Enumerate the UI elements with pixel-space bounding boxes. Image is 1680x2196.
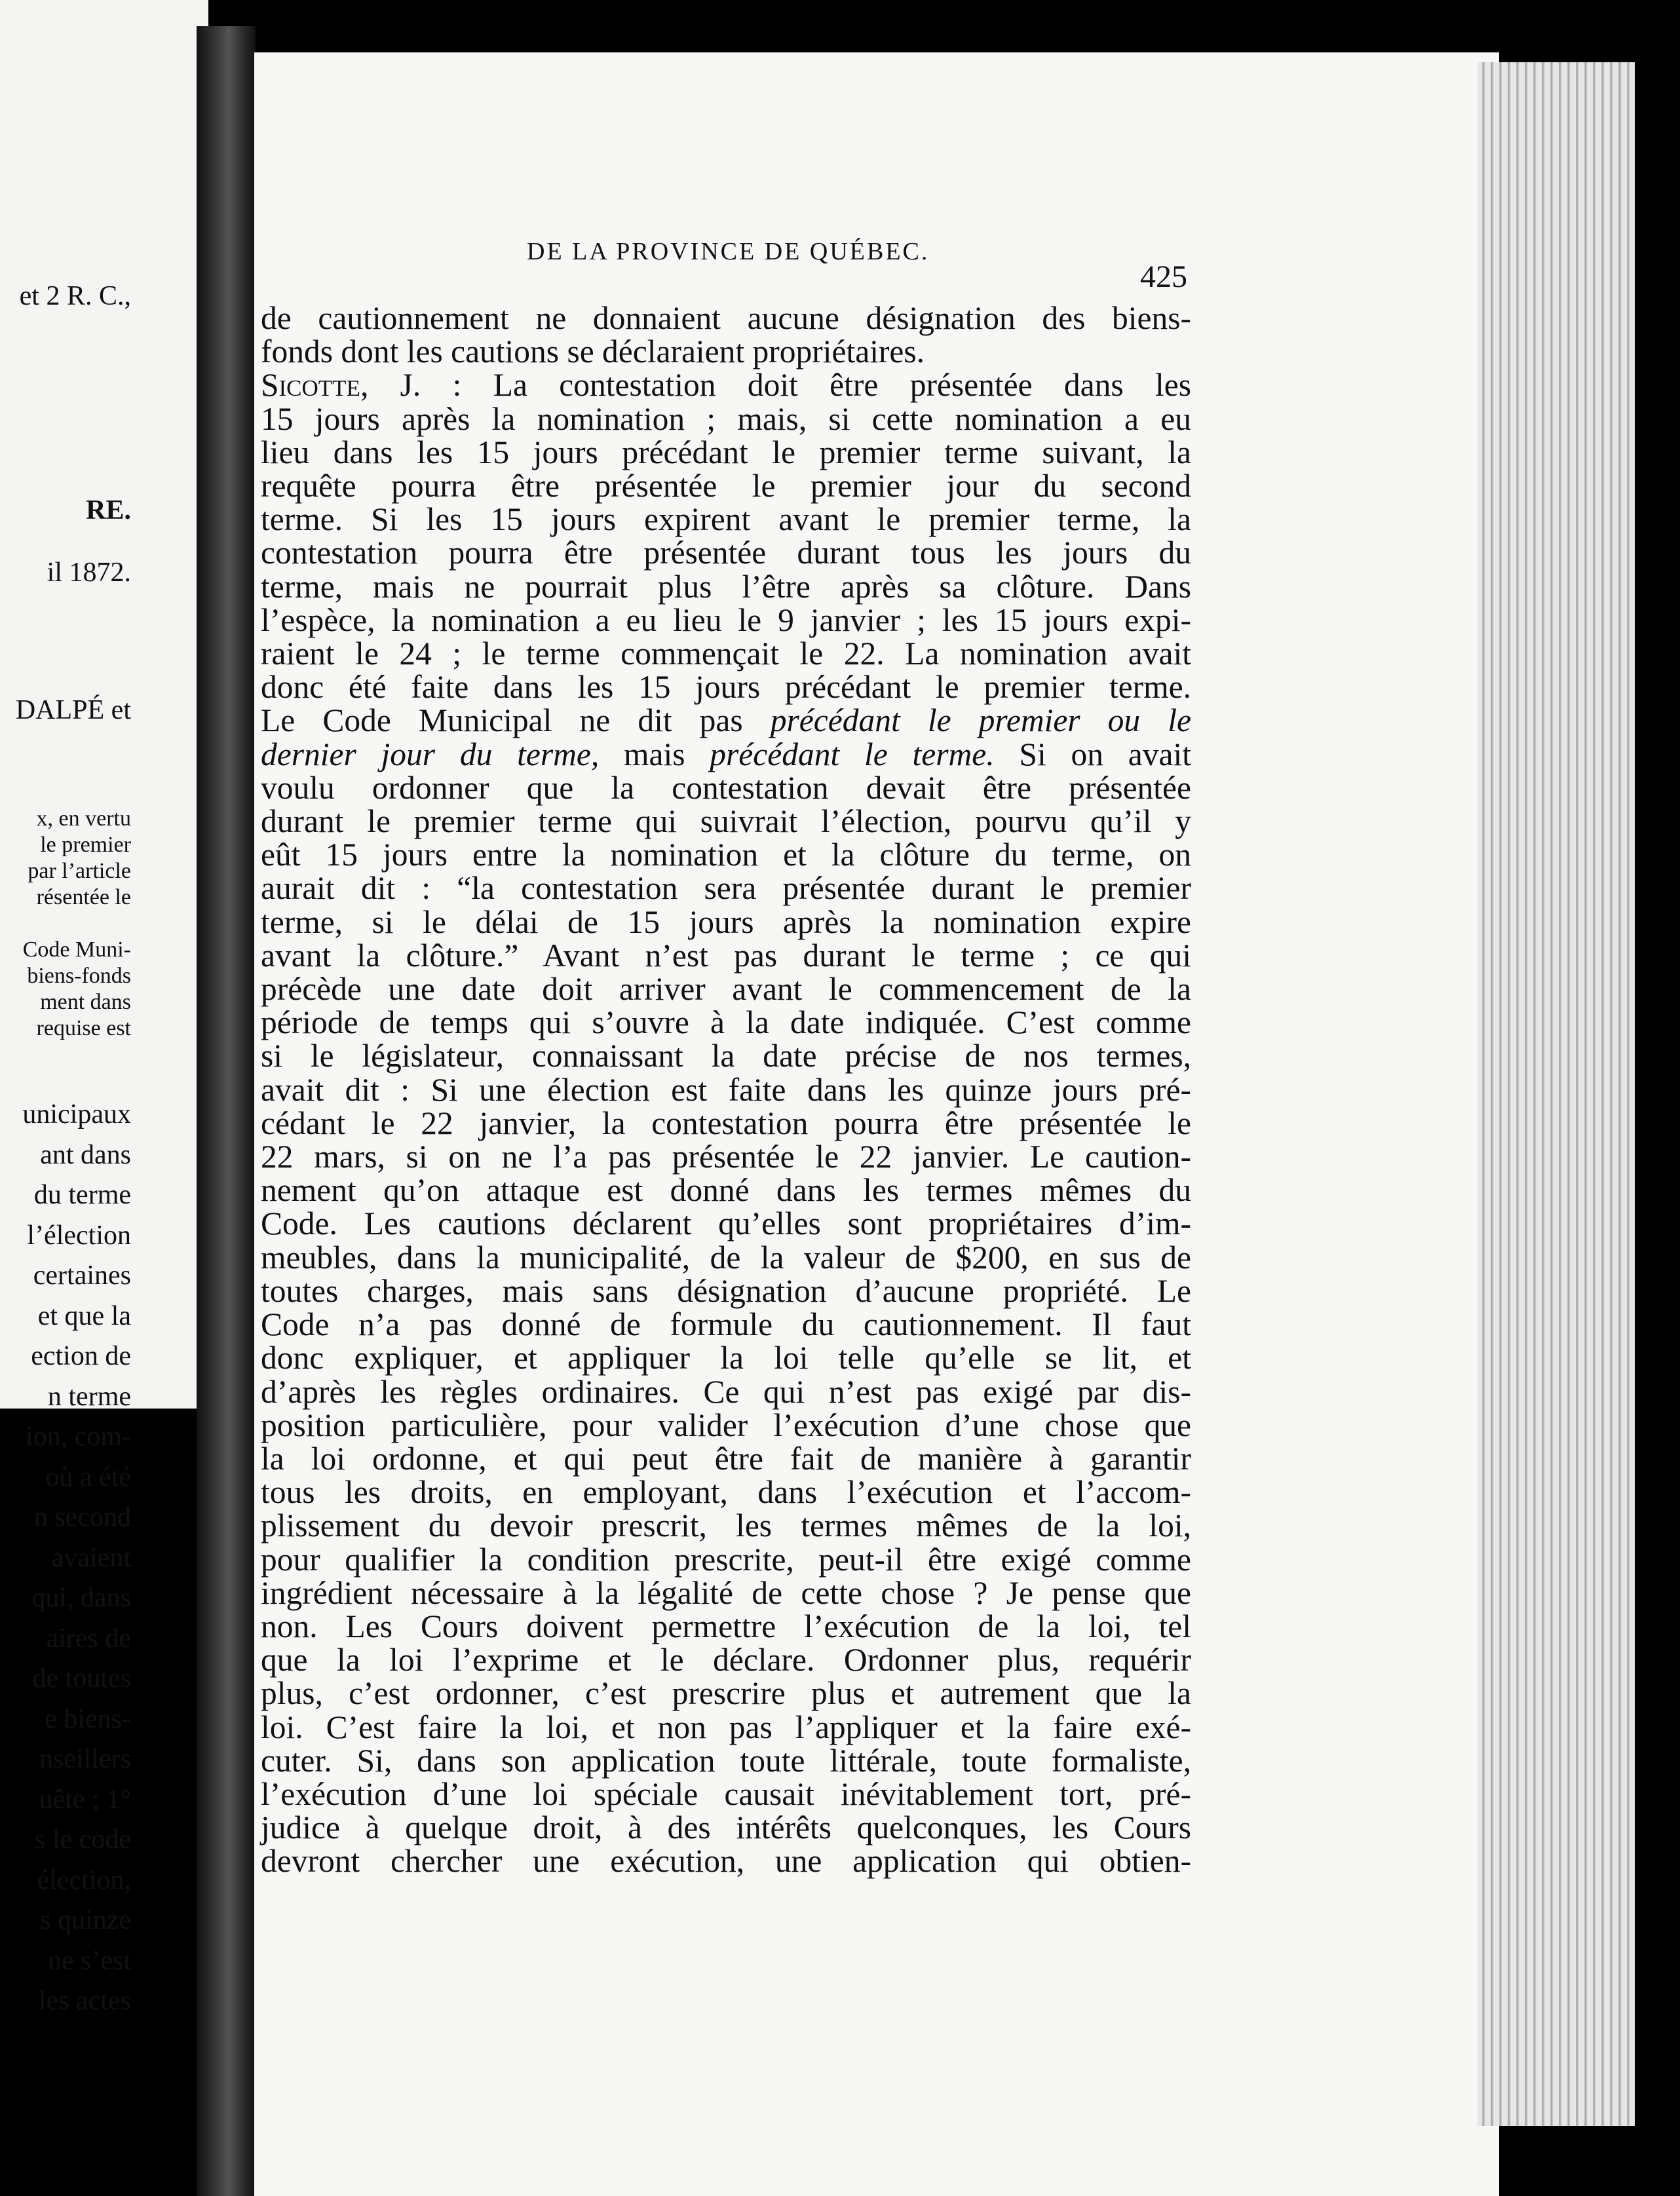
facing-page-fragment bbox=[0, 0, 208, 2016]
page-edges-shadow bbox=[1635, 62, 1680, 2126]
book-spine-shadow bbox=[197, 26, 256, 2196]
facing-page-line: avaient bbox=[51, 1542, 131, 1573]
text-line: pour qualifier la condition prescrite, peut-il être exigé comme bbox=[261, 1541, 1191, 1578]
text-line: contestation pourra être présentée durant tous les jours du bbox=[261, 535, 1191, 571]
facing-page-line: certaines bbox=[33, 1260, 131, 1291]
text-line: nement qu’on attaque est donné dans les termes mêmes du bbox=[261, 1172, 1191, 1209]
text-line: que la loi l’exprime et le déclare. Ordonner plus, requérir bbox=[261, 1642, 1191, 1678]
facing-page-text: DALPÉ et bbox=[15, 695, 131, 725]
text-line: aurait dit : “la contestation sera présentée durant le premier bbox=[261, 870, 1191, 907]
text-line: raient le 24 ; le terme commençait le 22. La nomination avait bbox=[261, 635, 1191, 672]
text-line: plissement du devoir prescrit, les termes mêmes de la loi, bbox=[261, 1507, 1191, 1544]
text-line: terme, si le délai de 15 jours après la nomination expire bbox=[261, 903, 1191, 940]
facing-page-line: où a été bbox=[45, 1462, 131, 1492]
facing-page-line: ne s’est bbox=[47, 1945, 131, 1976]
text-line: l’exécution d’une loi spéciale causait inévitablement tort, pré- bbox=[261, 1775, 1191, 1812]
facing-page-line: Code Muni- bbox=[22, 937, 131, 962]
text-line: eût 15 jours entre la nomination et la clôture du terme, on bbox=[261, 837, 1191, 873]
facing-page-line: de toutes bbox=[32, 1663, 131, 1694]
facing-page-text: il 1872. bbox=[47, 558, 131, 588]
text-line: requête pourra être présentée le premier jour du second bbox=[261, 468, 1191, 504]
text-line: Le Code Municipal ne dit pas précédant le premier ou le bbox=[261, 702, 1191, 739]
text-line: judice à quelque droit, à des intérêts quelconques, les Cours bbox=[261, 1809, 1191, 1846]
facing-page-line: qui, dans bbox=[31, 1583, 131, 1613]
facing-page-line: e biens- bbox=[45, 1703, 131, 1734]
text-line: dernier jour du terme, mais précédant le terme. Si on avait bbox=[261, 736, 1191, 772]
page-edges bbox=[1478, 62, 1635, 2126]
text-line: d’après les règles ordinaires. Ce qui n’est pas exigé par dis- bbox=[261, 1373, 1191, 1410]
text-line: avant la clôture.” Avant n’est pas durant le terme ; ce qui bbox=[261, 937, 1191, 974]
text-line: lieu dans les 15 jours précédant le premier terme suivant, la bbox=[261, 434, 1191, 470]
facing-page-line: du terme bbox=[33, 1180, 131, 1210]
text-line: cédant le 22 janvier, la contestation pourra être présentée le bbox=[261, 1105, 1191, 1141]
text-line: durant le premier terme qui suivrait l’élection, pourvu qu’il y bbox=[261, 803, 1191, 840]
facing-page-line: uête ; 1° bbox=[39, 1784, 131, 1815]
facing-page-text: et 2 R. C., bbox=[19, 281, 131, 311]
text-line: loi. C’est faire la loi, et non pas l’appliquer et la faire exé- bbox=[261, 1709, 1191, 1745]
text-line: meubles, dans la municipalité, de la valeur de $200, en sus de bbox=[261, 1239, 1191, 1276]
text-line: position particulière, pour valider l’exécution d’une chose que bbox=[261, 1407, 1191, 1443]
running-title: DE LA PROVINCE DE QUÉBEC. bbox=[527, 238, 930, 265]
page-number: 425 bbox=[1140, 259, 1187, 294]
facing-page-line: requise est bbox=[36, 1016, 131, 1040]
text-line: 22 mars, si on ne l’a pas présentée le 22 janvier. Le caution- bbox=[261, 1139, 1191, 1175]
facing-page-line: ion, com- bbox=[26, 1422, 131, 1452]
text-line: l’espèce, la nomination a eu lieu le 9 janvier ; les 15 jours expi- bbox=[261, 601, 1191, 638]
facing-page-line: l’élection bbox=[27, 1220, 131, 1251]
text-line: Sicotte, J. : La contestation doit être présentée dans les bbox=[261, 367, 1191, 404]
text-line: la loi ordonne, et qui peut être fait de manière à garantir bbox=[261, 1440, 1191, 1477]
text-line: tous les droits, en employant, dans l’exécution et l’accom- bbox=[261, 1474, 1191, 1511]
text-line: 15 jours après la nomination ; mais, si cette nomination a eu bbox=[261, 400, 1191, 437]
text-line: précède une date doit arriver avant le commencement de la bbox=[261, 971, 1191, 1008]
facing-page-line: n second bbox=[33, 1502, 131, 1532]
text-line: devront chercher une exécution, une application qui obtien- bbox=[261, 1843, 1191, 1880]
text-line: avait dit : Si une élection est faite dans les quinze jours pré- bbox=[261, 1071, 1191, 1108]
facing-page-line: x, en vertu bbox=[36, 806, 131, 831]
facing-page-line: nseillers bbox=[39, 1744, 131, 1774]
text-line: Code. Les cautions déclarent qu’elles sont propriétaires d’im- bbox=[261, 1205, 1191, 1242]
text-line: ingrédient nécessaire à la légalité de cette chose ? Je pense que bbox=[261, 1574, 1191, 1611]
facing-page-line: n terme bbox=[47, 1381, 131, 1412]
facing-page-line: les actes bbox=[38, 1986, 131, 2016]
facing-page-line: ant dans bbox=[40, 1139, 131, 1170]
facing-page-line: ection de bbox=[31, 1341, 131, 1371]
facing-page-line: aires de bbox=[46, 1623, 131, 1654]
facing-page-line: résentée le bbox=[36, 885, 131, 909]
facing-page-line: s quinze bbox=[40, 1905, 131, 1935]
facing-page-line: biens-fonds bbox=[27, 964, 131, 988]
text-line: cuter. Si, dans son application toute littérale, toute formaliste, bbox=[261, 1742, 1191, 1779]
text-line: si le législateur, connaissant la date précise de nos termes, bbox=[261, 1038, 1191, 1074]
text-line: toutes charges, mais sans désignation d’aucune propriété. Le bbox=[261, 1272, 1191, 1309]
text-line: période de temps qui s’ouvre à la date indiquée. C’est comme bbox=[261, 1004, 1191, 1041]
text-line: terme, mais ne pourrait plus l’être après sa clôture. Dans bbox=[261, 568, 1191, 605]
body-text bbox=[261, 301, 1191, 1878]
text-line: donc été faite dans les 15 jours précédant le premier terme. bbox=[261, 669, 1191, 706]
facing-page-line: unicipaux bbox=[22, 1099, 131, 1129]
text-line: de cautionnement ne donnaient aucune désignation des biens- bbox=[261, 300, 1191, 336]
facing-page-text: RE. bbox=[86, 495, 131, 525]
facing-page-line: élection, bbox=[37, 1865, 131, 1895]
facing-page-line: ment dans bbox=[40, 990, 131, 1014]
text-line: Code n’a pas donné de formule du cautionnement. Il faut bbox=[261, 1306, 1191, 1343]
text-line: terme. Si les 15 jours expirent avant le premier terme, la bbox=[261, 501, 1191, 538]
text-line: plus, c’est ordonner, c’est prescrire plus et autrement que la bbox=[261, 1675, 1191, 1712]
text-line: fonds dont les cautions se déclaraient propriétaires. bbox=[261, 333, 925, 370]
facing-page-line: s le code bbox=[35, 1825, 131, 1855]
text-line: non. Les Cours doivent permettre l’exécution de la loi, tel bbox=[261, 1608, 1191, 1644]
text-line: voulu ordonner que la contestation devait être présentée bbox=[261, 769, 1191, 806]
text-line: donc expliquer, et appliquer la loi telle qu’elle se lit, et bbox=[261, 1340, 1191, 1376]
facing-page-line: par l’article bbox=[28, 859, 131, 883]
facing-page-line: et que la bbox=[37, 1300, 131, 1331]
facing-page-line: le premier bbox=[40, 833, 131, 857]
